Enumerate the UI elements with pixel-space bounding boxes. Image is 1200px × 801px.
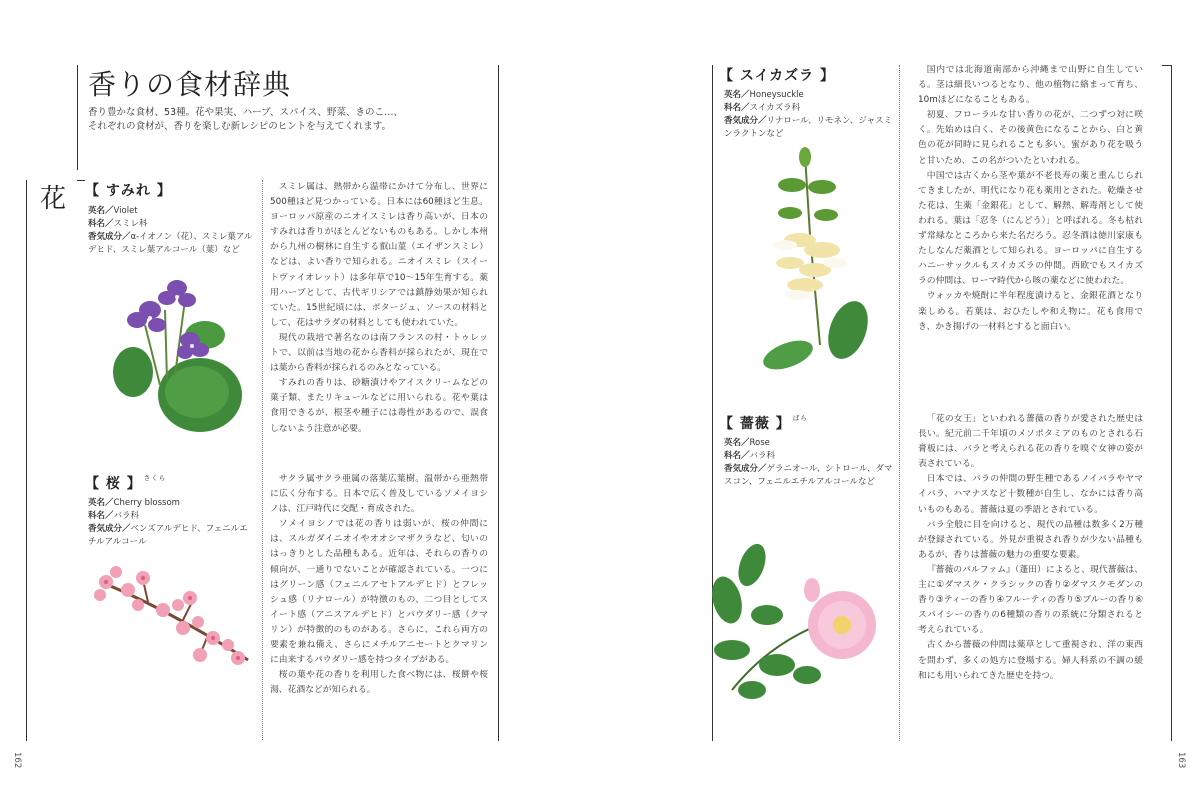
entry-body-sumire	[270, 180, 488, 437]
meta-family: スイカズラ科	[749, 103, 801, 113]
page-number-left: 162	[12, 752, 22, 769]
meta-aroma: リナロール、リモネン、ジャスミンラクトンなど	[724, 116, 893, 139]
entry-name: 薔薇	[739, 416, 770, 432]
meta-label: 香気成分／	[724, 464, 767, 474]
violet-image	[105, 270, 245, 435]
meta-en: Violet	[113, 206, 138, 216]
left-gutter-rule	[26, 180, 27, 741]
body-paragraph: ソメイヨシノでは花の香りは弱いが、桜の仲間には、スルガダイニオイやオオシマザクラなど、匂いのはっきりとした品種もある。近年は、それらの香りの傾向が、一通りでないことが確認されている。一つにはグリーン感（フェニルアセトアルデヒド）とフレッシュ感（リナロール）が特徴のもの、二つ目としてスイート感（アニスアルデヒド）とパウダリー感（クマリン）が特徴的のものがある。さらに、これら両方の要素を兼ね備え、さらにメチルアニセートとクマリンに由来するパウダリー感を持つタイプがある。	[270, 519, 488, 666]
left-col-divider	[262, 180, 263, 740]
meta-label: 英名／	[88, 206, 114, 216]
right-outer-rule	[1171, 65, 1172, 741]
right-col-divider	[899, 65, 900, 741]
left-header-rule	[77, 180, 85, 181]
entry-meta-sakura	[88, 497, 253, 549]
meta-label: 英名／	[724, 90, 750, 100]
meta-label: 科名／	[88, 219, 114, 229]
category-label: 花	[40, 184, 67, 214]
meta-label: 科名／	[724, 451, 750, 461]
body-paragraph: 日本では、バラの仲間の野生種であるノイバラやヤマイバラ、ハマナスなど十数種が自生し、なかには香り高いものもある。薔薇は夏の季語とされている。	[918, 474, 1143, 515]
entry-meta-sumire	[88, 205, 253, 257]
meta-label: 香気成分／	[724, 116, 767, 126]
meta-en: Rose	[749, 438, 770, 448]
page-title: 香りの食材辞典	[88, 68, 292, 101]
meta-family: バラ科	[749, 451, 776, 461]
honeysuckle-image	[760, 145, 870, 380]
entry-meta-bara	[724, 437, 894, 489]
intro-text	[88, 106, 403, 134]
entry-meta-suikazura	[724, 89, 894, 141]
meta-label: 香気成分／	[88, 524, 131, 534]
right-top-rule	[1162, 65, 1171, 66]
entry-name: 桜	[105, 476, 121, 492]
body-paragraph: 桜の葉や花の香りを利用した食べ物には、桜餅や桜湯、花酒などが知られる。	[270, 670, 488, 696]
entry-name: すみれ	[105, 183, 151, 199]
entry-title-suikazura: 【 スイカズラ 】	[719, 68, 836, 84]
meta-en: Honeysuckle	[749, 90, 804, 100]
body-paragraph: 中国では古くから茎や葉が不老長寿の薬と重んじられてきましたが、明代になり花も薬用とされた。乾燥させた花は、生薬「金銀花」として、解熱、解毒剤として使われる。葉は「忍冬（にんどう）」と呼ばれる。冬も枯れず常緑なところから来た名だろう。忍冬酒は徳川家康もたしなんだ薬酒として知られる。ヨーロッパに自生するハニーサックルもスイカズラの仲間。西欧でもスイカズラの仲間は、ローマ時代から咳の薬などに使われた。	[918, 170, 1143, 287]
entry-body-bara	[918, 412, 1143, 684]
body-paragraph: 『薔薇のパルファム』（蓬田）によると、現代薔薇は、主に①ダマスク・クラシックの香り②ダマスクモダンの香り③ティーの香り④フルーティの香り⑤ブルーの香り⑥スパイシーの香りの6種類の香りの系統に分類されると考えられている。	[918, 564, 1143, 636]
body-paragraph: サクラ属サクラ亜属の落葉広葉樹。温帯から亜熱帯に広く分布する。日本で広く普及しているソメイヨシノは、江戸時代に交配・育成された。	[270, 474, 488, 515]
meta-en: Cherry blossom	[113, 498, 180, 508]
meta-label: 科名／	[724, 103, 750, 113]
entry-body-suikazura	[918, 63, 1143, 335]
body-paragraph: ウォッカや焼酎に半年程度漬けると、金銀花酒となり楽しめる。若葉は、おひたしや和え物に。花も食用でき、かき揚げの一材料とすると面白い。	[918, 291, 1143, 332]
meta-label: 英名／	[724, 438, 750, 448]
meta-aroma: α-イオノン（花）、スミレ葉アルデヒド、スミレ葉アルコール（葉）など	[88, 232, 253, 255]
body-paragraph: 国内では北海道南部から沖縄まで山野に自生している。茎は細長いつるとなり、他の植物に絡まって育ち、10mほどになることもある。	[918, 65, 1143, 106]
entry-name: スイカズラ	[739, 68, 815, 84]
body-paragraph: バラ全般に目を向けると、現代の品種は数多く2万種が登録されている。外見が重視され香りが少ない品種もあるが、香りは薔薇の魅力の重要な要素。	[918, 519, 1143, 560]
intro-line-2: それぞれの食材が、香りを楽しむ新レシピのヒントを与えてくれます。	[88, 121, 392, 132]
left-page-rule	[498, 65, 499, 741]
body-paragraph: 現代の栽培で著名なのは南フランスの村・トゥレットで、以前は当地の花から香料が採られたが、現在では葉から香料が採られるのみとなっている。	[270, 332, 488, 374]
entry-title-sumire: 【 すみれ 】	[85, 183, 172, 199]
page-number-right: 163	[1176, 752, 1186, 769]
left-title-rule	[77, 65, 78, 170]
meta-label: 科名／	[88, 511, 114, 521]
rose-image	[712, 540, 887, 705]
meta-label: 英名／	[88, 498, 114, 508]
entry-title-sakura: 【 桜 】 $^{さくら}$	[85, 474, 167, 492]
entry-ruby: さくら	[143, 474, 167, 482]
meta-label: 香気成分／	[88, 232, 131, 242]
entry-body-sakura	[270, 472, 488, 698]
meta-family: バラ科	[113, 511, 140, 521]
intro-line-1: 香り豊かな食材、53種。花や果実、ハーブ、スパイス、野菜、きのこ…、	[88, 107, 404, 118]
body-paragraph: 「花の女王」といわれる薔薇の香りが愛された歴史は長い。紀元前二千年頃のメソポタミアのものとされる石膏板には、バラと考えられる花の香りを嗅ぐ女神の姿が表されている。	[918, 414, 1143, 470]
meta-aroma: ベンズアルデヒド、フェニルエチルアルコール	[88, 524, 248, 547]
body-paragraph: スミレ属は、熱帯から温帯にかけて分布し、世界に500種ほど見つかっている。日本には60種ほど生息。ヨーロッパ原産のニオイスミレは香り高いが、日本のすみれは香りがほとんどないものもある。しかし本州から九州の樹林に自生する叡山菫（エイザンスミレ）などは、よい香りで知られる。ニオイスミレ（スイートヴァイオレット）は多年草で10〜15年生育する。薬用ハーブとして、古代ギリシアでは鎮静効果が知られていた。15世紀頃には、ポタージュ、ソースの材料として、花はサラダの材料としても使われていた。	[270, 182, 488, 328]
body-paragraph: すみれの香りは、砂糖漬けやアイスクリームなどの菓子類、またリキュールなどに用いられる。花や葉は食用できるが、根茎や種子には毒性があるので、誤食しないよう注意が必要。	[270, 378, 488, 434]
meta-aroma: ゲラニオール、シトロール、ダマスコン、フェニルエチルアルコールなど	[724, 464, 893, 487]
entry-ruby: ばら	[792, 414, 808, 422]
cherry-image	[88, 560, 258, 675]
body-paragraph: 初夏、フローラルな甘い香りの花が、二つずつ対に咲く。先始めは白く、その後黄色になることから、白と黄色の花が同時に見られることも多い。蜜があり花を吸うと甘いため、この名がついたといわれる。	[918, 110, 1143, 166]
body-paragraph: 古くから薔薇の仲間は薬草として重視され、洋の東西を問わず、多くの処方に登場する。婦人科系の不調の緩和にも用いられてきた歴史を持つ。	[918, 640, 1143, 681]
entry-title-bara: 【 薔薇 】 $^{ばら}$	[719, 414, 808, 432]
meta-family: スミレ科	[113, 219, 148, 229]
